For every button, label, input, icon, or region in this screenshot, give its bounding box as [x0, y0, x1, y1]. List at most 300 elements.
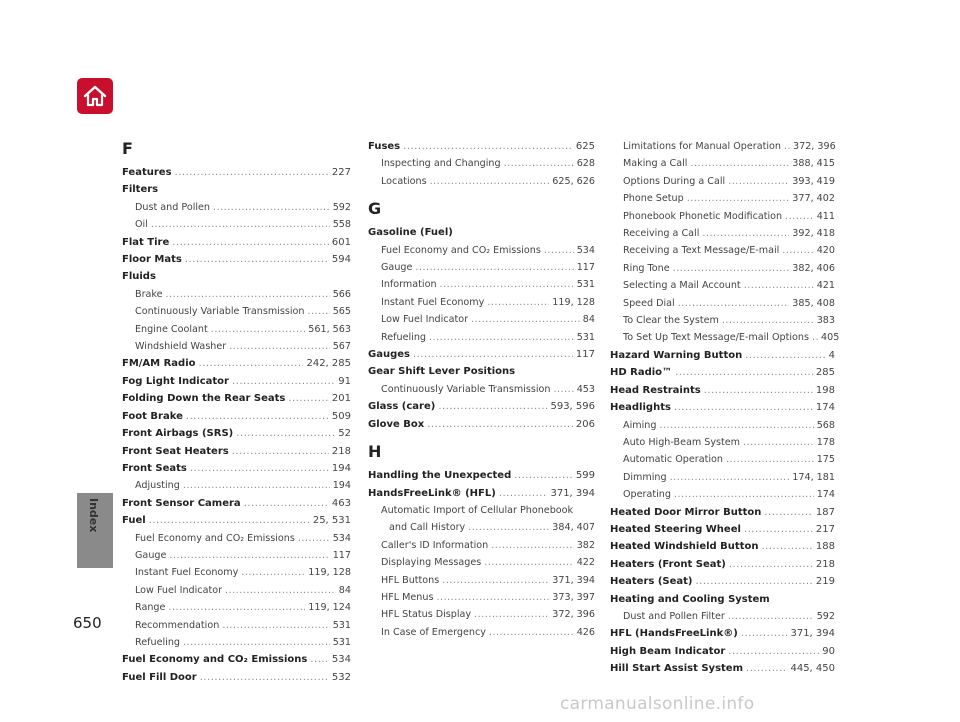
page-reference[interactable]: 453: [576, 383, 595, 395]
leader-dots: [674, 486, 814, 503]
index-entry[interactable]: [610, 573, 835, 590]
index-entry[interactable]: [610, 382, 835, 399]
leader-dots: [436, 589, 549, 606]
page-reference[interactable]: 593, 596: [550, 401, 595, 413]
home-icon: [81, 82, 109, 110]
page-reference[interactable]: 421: [816, 280, 835, 292]
page-reference[interactable]: 219: [815, 576, 835, 588]
entry-term: Heated Windshield Button: [610, 541, 759, 553]
index-entry[interactable]: [368, 485, 595, 502]
index-entry[interactable]: [122, 460, 351, 477]
page-reference[interactable]: 509: [331, 410, 351, 422]
leader-dots: [659, 417, 813, 434]
page-reference[interactable]: 372, 396: [792, 141, 836, 152]
entry-term: Oil: [135, 219, 148, 231]
leader-dots: [670, 469, 790, 486]
page-reference[interactable]: 599: [575, 470, 595, 482]
index-subentry[interactable]: [610, 155, 835, 172]
index-subentry[interactable]: [368, 381, 595, 398]
entry-term: Front Airbags (SRS): [122, 428, 234, 440]
index-subentry[interactable]: [122, 338, 351, 355]
page-reference[interactable]: 119, 128: [308, 567, 351, 579]
leader-dots: [199, 355, 304, 372]
index-subentry[interactable]: [368, 311, 595, 328]
index-entry[interactable]: [368, 346, 595, 363]
page-reference[interactable]: 174: [816, 489, 835, 501]
entry-term: Auto High-Beam System: [623, 436, 741, 448]
side-tab-label: Index: [87, 498, 100, 533]
page-reference[interactable]: 119, 128: [552, 296, 595, 308]
page-reference[interactable]: 25, 531: [312, 515, 351, 527]
index-entry[interactable]: [610, 538, 835, 555]
leader-dots: [211, 321, 306, 338]
index-subentry[interactable]: [610, 190, 835, 207]
index-entry[interactable]: [122, 495, 351, 512]
leader-dots: [728, 643, 819, 660]
index-subentry[interactable]: [368, 276, 595, 293]
entry-term: HFL Menus: [381, 591, 434, 603]
page-reference[interactable]: 285: [815, 367, 835, 379]
index-subentry[interactable]: [610, 469, 835, 486]
entry-term: To Clear the System: [623, 315, 719, 327]
index-subentry[interactable]: [610, 417, 835, 434]
entry-term: Head Restraints: [610, 384, 701, 396]
index-entry[interactable]: [368, 138, 595, 155]
page-reference[interactable]: 392, 418: [792, 228, 835, 240]
leader-dots: [468, 519, 549, 536]
leader-dots: [487, 294, 549, 311]
page-reference[interactable]: 4: [828, 349, 835, 361]
leader-dots: [728, 608, 814, 625]
entry-term: Receiving a Call: [623, 228, 700, 240]
index-column-1: [122, 138, 351, 686]
index-entry[interactable]: [122, 164, 351, 181]
page-reference[interactable]: 52: [338, 428, 351, 440]
page-reference[interactable]: 625: [575, 141, 595, 152]
page-reference[interactable]: 561, 563: [308, 323, 351, 335]
index-entry[interactable]: [610, 643, 835, 660]
entry-term: Windshield Washer: [135, 341, 227, 353]
index-subentry[interactable]: [122, 477, 351, 494]
index-entry[interactable]: [610, 347, 835, 364]
index-subentry[interactable]: [610, 434, 835, 451]
leader-dots: [687, 190, 790, 207]
index-entry[interactable]: [610, 556, 835, 573]
leader-dots: [151, 216, 330, 233]
index-subentry[interactable]: [368, 589, 595, 606]
index-subentry[interactable]: [122, 216, 351, 233]
index-subentry[interactable]: [610, 608, 835, 625]
page-reference[interactable]: 385, 408: [792, 297, 835, 309]
index-subentry[interactable]: [610, 208, 835, 225]
leader-dots: [812, 329, 818, 346]
index-entry: [368, 224, 595, 241]
page-reference[interactable]: 382: [576, 539, 595, 551]
index-entry[interactable]: [610, 364, 835, 381]
leader-dots: [491, 537, 573, 554]
page-reference[interactable]: 175: [816, 454, 835, 466]
page-reference[interactable]: 91: [338, 375, 351, 387]
leader-dots: [172, 234, 329, 251]
index-subentry[interactable]: [610, 312, 835, 329]
index-entry: [610, 591, 835, 608]
index-subentry[interactable]: [610, 486, 835, 503]
entry-term: and Call History: [389, 522, 466, 534]
entry-term: Heaters (Front Seat): [610, 558, 726, 570]
leader-dots: [499, 485, 548, 502]
page-reference[interactable]: 531: [332, 619, 351, 631]
entry-term: Front Seats: [122, 462, 187, 474]
leader-dots: [232, 373, 335, 390]
entry-term: Gear Shift Lever Positions: [368, 366, 516, 378]
index-subentry[interactable]: [122, 530, 351, 547]
leader-dots: [213, 199, 330, 216]
index-subentry[interactable]: [368, 329, 595, 346]
leader-dots: [695, 573, 812, 590]
page-reference[interactable]: 382, 406: [792, 262, 835, 274]
section-letter: H: [368, 442, 382, 462]
entry-term: High Beam Indicator: [610, 645, 726, 657]
entry-term: Handling the Unexpected: [368, 470, 512, 482]
leader-dots: [236, 425, 335, 442]
page-reference[interactable]: 201: [331, 393, 351, 405]
page-reference[interactable]: 242, 285: [306, 358, 351, 370]
page-reference[interactable]: 534: [576, 244, 595, 256]
index-entry[interactable]: [122, 373, 351, 390]
index-subentry[interactable]: [122, 634, 351, 651]
leader-dots: [726, 451, 814, 468]
leader-dots: [427, 416, 573, 433]
entry-term: Low Fuel Indicator: [381, 314, 469, 326]
page-reference[interactable]: 194: [331, 462, 351, 474]
entry-term: Low Fuel Indicator: [135, 584, 223, 596]
leader-dots: [169, 547, 329, 564]
page-reference[interactable]: 568: [816, 419, 835, 431]
page-reference[interactable]: 534: [331, 654, 351, 666]
index-subentry[interactable]: [122, 547, 351, 564]
page-reference[interactable]: 592: [332, 201, 351, 213]
entry-term: Receiving a Text Message/E-mail: [623, 245, 780, 257]
index-subentry[interactable]: [368, 624, 595, 641]
leader-dots: [225, 582, 336, 599]
leader-dots: [729, 556, 813, 573]
entry-term: Continuously Variable Transmission: [135, 306, 305, 318]
leader-dots: [241, 564, 305, 581]
page-reference[interactable]: 217: [815, 523, 835, 535]
index-subentry[interactable]: [610, 277, 835, 294]
leader-dots: [168, 599, 305, 616]
page-reference[interactable]: 188: [815, 541, 835, 553]
index-subentry[interactable]: [122, 199, 351, 216]
page-reference[interactable]: 388, 415: [792, 158, 835, 170]
index-entry: [122, 181, 351, 198]
page-reference[interactable]: 426: [576, 626, 595, 638]
leader-dots: [553, 381, 573, 398]
page-reference[interactable]: 377, 402: [792, 193, 835, 205]
index-entry[interactable]: [122, 234, 351, 251]
entry-term: Dust and Pollen Filter: [623, 610, 725, 622]
index-subentry[interactable]: [368, 519, 595, 536]
leader-dots: [504, 155, 574, 172]
leader-dots: [438, 398, 547, 415]
page-reference[interactable]: 531: [576, 279, 595, 291]
leader-dots: [415, 259, 573, 276]
entry-term: Automatic Operation: [623, 454, 723, 466]
index-subentry[interactable]: [610, 173, 835, 190]
entry-term: Floor Mats: [122, 254, 182, 266]
leader-dots: [785, 208, 814, 225]
entry-term: HFL Buttons: [381, 574, 440, 586]
entry-term: Automatic Import of Cellular Phonebook: [381, 504, 574, 516]
index-subentry[interactable]: [368, 259, 595, 276]
page-reference[interactable]: 84: [582, 314, 595, 326]
page-reference[interactable]: 463: [331, 497, 351, 509]
leader-dots: [440, 276, 574, 293]
index-subentry[interactable]: [122, 286, 351, 303]
leader-dots: [673, 260, 790, 277]
leader-dots: [244, 495, 329, 512]
page-reference[interactable]: 174: [815, 402, 835, 414]
index-subentry[interactable]: [368, 554, 595, 571]
index-subentry[interactable]: [610, 260, 835, 277]
page-reference[interactable]: 117: [332, 549, 351, 561]
entry-term: In Case of Emergency: [381, 626, 486, 638]
page-reference[interactable]: 594: [331, 254, 351, 266]
entry-term: Heating and Cooling System: [610, 593, 770, 605]
leader-dots: [489, 624, 574, 641]
page-reference[interactable]: 178: [816, 436, 835, 448]
page-reference[interactable]: 601: [331, 236, 351, 248]
entry-term: Range: [135, 602, 166, 614]
page-reference[interactable]: 531: [576, 331, 595, 343]
entry-term: Heaters (Seat): [610, 576, 693, 588]
index-entry[interactable]: [122, 443, 351, 460]
index-entry[interactable]: [122, 390, 351, 407]
page-reference[interactable]: 372, 396: [552, 609, 595, 621]
page-reference[interactable]: 84: [338, 584, 351, 596]
index-entry[interactable]: [610, 504, 835, 521]
index-subentry[interactable]: [368, 606, 595, 623]
page-reference[interactable]: 422: [576, 557, 595, 569]
index-subentry[interactable]: [368, 242, 595, 259]
index-entry[interactable]: [368, 467, 595, 484]
index-entry[interactable]: [122, 355, 351, 372]
leader-dots: [678, 295, 790, 312]
leader-dots: [222, 617, 329, 634]
page-reference[interactable]: 405: [821, 332, 840, 344]
entry-term: Locations: [381, 175, 427, 187]
page-reference[interactable]: 534: [332, 532, 351, 544]
index-subentry[interactable]: [122, 599, 351, 616]
page-reference[interactable]: 117: [576, 262, 595, 274]
entry-term: Recommendation: [135, 619, 220, 631]
page-reference[interactable]: 531: [332, 636, 351, 648]
entry-term: HandsFreeLink® (HFL): [368, 487, 496, 499]
page-reference[interactable]: 373, 397: [552, 591, 595, 603]
page-reference[interactable]: 558: [332, 219, 351, 231]
entry-term: Features: [122, 167, 172, 178]
page-reference[interactable]: 566: [332, 288, 351, 300]
entry-term: Operating: [623, 489, 671, 501]
index-entry[interactable]: [368, 416, 595, 433]
entry-term: Fuses: [368, 141, 401, 152]
leader-dots: [704, 382, 813, 399]
page-reference[interactable]: 393, 419: [792, 175, 835, 187]
entry-term: Dimming: [623, 471, 667, 483]
page-reference[interactable]: 90: [822, 645, 835, 657]
index-subentry[interactable]: [610, 295, 835, 312]
page-reference[interactable]: 625, 626: [552, 175, 595, 187]
entry-term: Front Sensor Camera: [122, 497, 241, 509]
index-subentry[interactable]: [368, 572, 595, 589]
entry-term: Phonebook Phonetic Modification: [623, 210, 783, 222]
index-entry[interactable]: [610, 625, 835, 642]
index-subentry[interactable]: [122, 582, 351, 599]
page-reference[interactable]: 567: [332, 341, 351, 353]
leader-dots: [190, 460, 329, 477]
page-reference[interactable]: 218: [331, 445, 351, 457]
entry-term: Information: [381, 279, 437, 291]
entry-term: Refueling: [381, 331, 426, 343]
page-reference[interactable]: 119, 124: [308, 602, 351, 614]
entry-term: HFL Status Display: [381, 609, 472, 621]
index-subentry[interactable]: [610, 329, 840, 346]
leader-dots: [690, 155, 789, 172]
index-entry[interactable]: [122, 425, 351, 442]
page-reference[interactable]: 420: [816, 245, 835, 257]
leader-dots: [675, 364, 813, 381]
index-entry[interactable]: [610, 399, 835, 416]
index-subentry[interactable]: [368, 294, 595, 311]
page-reference[interactable]: 384, 407: [552, 522, 595, 534]
leader-dots: [442, 572, 549, 589]
watermark: carmanualsonline.info: [560, 694, 755, 714]
leader-dots: [743, 434, 814, 451]
entry-term: Dust and Pollen: [135, 201, 211, 213]
entry-term: To Set Up Text Message/E-mail Options: [623, 332, 809, 344]
leader-dots: [474, 606, 549, 623]
index-entry[interactable]: [610, 521, 835, 538]
leader-dots: [741, 625, 788, 642]
page-reference[interactable]: 174, 181: [792, 471, 835, 483]
leader-dots: [200, 669, 329, 686]
index-subentry[interactable]: [610, 225, 835, 242]
page-reference[interactable]: 411: [816, 210, 835, 222]
leader-dots: [429, 329, 574, 346]
entry-term: Hazard Warning Button: [610, 349, 743, 361]
page-reference[interactable]: 445, 450: [790, 663, 835, 675]
entry-term: Front Seat Heaters: [122, 445, 229, 457]
index-subentry[interactable]: [368, 537, 595, 554]
page-reference[interactable]: 206: [575, 418, 595, 430]
leader-dots: [310, 651, 329, 668]
leader-dots: [307, 303, 329, 320]
section-letter: G: [368, 199, 382, 219]
leader-dots: [484, 554, 573, 571]
entry-term: Aiming: [623, 419, 657, 431]
page-reference[interactable]: 592: [816, 610, 835, 622]
entry-term: HD Radio™: [610, 367, 673, 379]
home-button[interactable]: [77, 78, 113, 114]
index-subentry[interactable]: [368, 173, 595, 190]
index-subentry[interactable]: [122, 321, 351, 338]
leader-dots: [744, 277, 814, 294]
entry-term: Refueling: [135, 636, 180, 648]
leader-dots: [413, 346, 573, 363]
leader-dots: [784, 138, 790, 155]
index-entry[interactable]: [122, 408, 351, 425]
index-entry[interactable]: [610, 660, 835, 677]
index-subentry[interactable]: [122, 303, 351, 320]
entry-term: Speed Dial: [623, 297, 675, 309]
page-reference[interactable]: 117: [575, 349, 595, 361]
entry-term: Folding Down the Rear Seats: [122, 393, 286, 405]
leader-dots: [702, 225, 789, 242]
index-subentry[interactable]: [368, 155, 595, 172]
page-number: 650: [73, 614, 102, 632]
leader-dots: [744, 521, 813, 538]
index-entry[interactable]: [122, 251, 351, 268]
page-reference[interactable]: 371, 394: [552, 574, 595, 586]
entry-term: Fuel: [122, 515, 146, 527]
entry-term: Fuel Fill Door: [122, 671, 197, 683]
leader-dots: [403, 138, 573, 155]
index-entry[interactable]: [122, 512, 351, 529]
page-reference[interactable]: 532: [331, 671, 351, 683]
entry-term: Displaying Messages: [381, 557, 482, 569]
page-reference[interactable]: 187: [815, 506, 835, 518]
page-reference[interactable]: 371, 394: [550, 487, 595, 499]
page-reference[interactable]: 194: [332, 480, 351, 492]
leader-dots: [764, 504, 813, 521]
page-reference[interactable]: 628: [576, 158, 595, 170]
leader-dots: [674, 399, 813, 416]
entry-term: Inspecting and Changing: [381, 158, 501, 170]
index-subentry[interactable]: [122, 617, 351, 634]
entry-term: Gasoline (Fuel): [368, 227, 453, 239]
index-subentry[interactable]: [610, 138, 835, 155]
page-reference[interactable]: 218: [815, 558, 835, 570]
index-subentry[interactable]: [610, 451, 835, 468]
index-entry[interactable]: [122, 669, 351, 686]
index-subentry[interactable]: [610, 242, 835, 259]
page-reference[interactable]: 227: [331, 167, 351, 178]
page-reference[interactable]: 198: [815, 384, 835, 396]
entry-term: Caller's ID Information: [381, 539, 489, 551]
leader-dots: [544, 242, 574, 259]
page-reference[interactable]: 565: [332, 306, 351, 318]
leader-dots: [186, 408, 329, 425]
index-entry[interactable]: [368, 398, 595, 415]
entry-term: Fuel Economy and CO₂ Emissions: [135, 532, 295, 544]
page-reference[interactable]: 383: [816, 315, 835, 327]
index-subentry[interactable]: [122, 564, 351, 581]
leader-dots: [746, 660, 787, 677]
leader-dots: [229, 338, 329, 355]
entry-term: HFL (HandsFreeLink®): [610, 628, 738, 640]
leader-dots: [722, 312, 814, 329]
leader-dots: [288, 390, 329, 407]
entry-term: Gauge: [381, 262, 413, 274]
entry-term: Instant Fuel Economy: [381, 296, 485, 308]
entry-term: Options During a Call: [623, 175, 726, 187]
index-entry[interactable]: [122, 651, 351, 668]
entry-term: Brake: [135, 288, 163, 300]
entry-term: Headlights: [610, 402, 671, 414]
leader-dots: [175, 164, 329, 181]
page-reference[interactable]: 371, 394: [790, 628, 835, 640]
index-entry: [368, 363, 595, 380]
